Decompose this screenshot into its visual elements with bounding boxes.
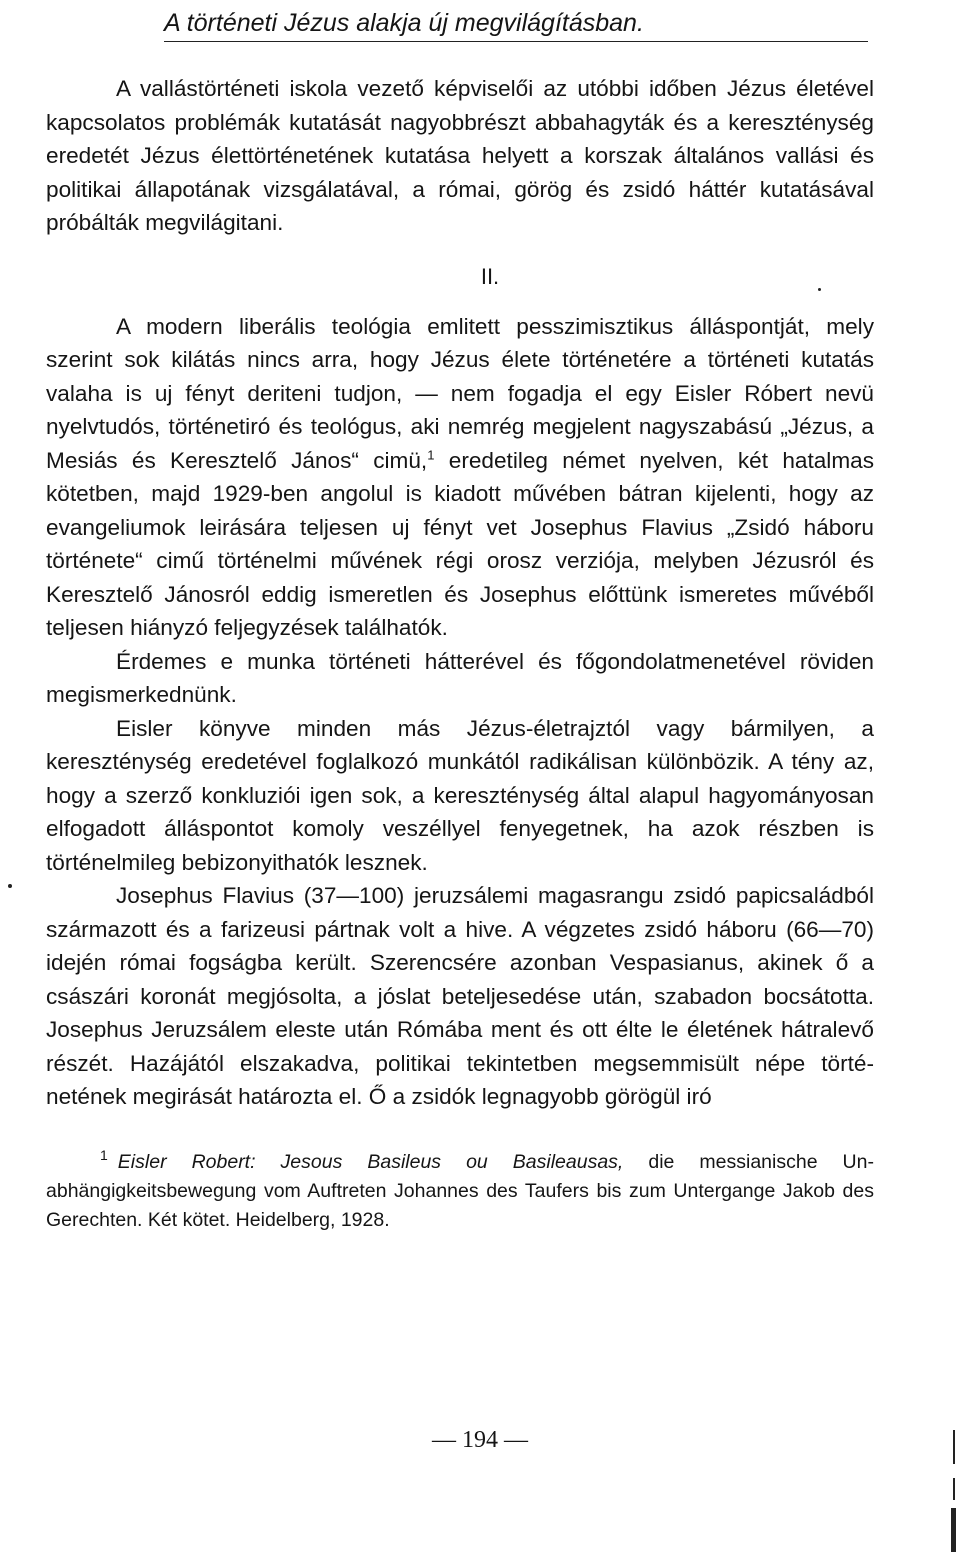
paragraph-1: A vallástörténeti iskola vezető képviselői az utóbbi időben Jézus életével kapcsolatos problémák kutatását nagyobbrészt abbahagyták és a kereszténység eredetét Jézus élettörténetének kutatása helyett a korszak általános vallási és politikai állapotának vizsgálatával, a római, görög és zsidó háttér kutatásával próbálták megvilágitani. (46, 76, 874, 235)
footnote-mark: 1 (100, 1147, 108, 1163)
paragraph-2-text-a: A modern liberális teológia emlitett pesszimisztikus álláspontját, mely szerint sok kilátás nincs arra, hogy Jézus élete történetére a történeti kutatás valaha is uj fényt deriteni tudjon, — nem fogadja el egy Eisler Róbert nevü nyelvtudós, történetiró és teológus, aki nemrég megjelent nagyszabású „Jézus, a Mesiás és Keresztelő János“ cimü, (46, 313, 874, 473)
margin-mark-left (8, 884, 12, 888)
footnote (46, 1148, 874, 1235)
footnote-citation-rest: die messianische Unabhängigkeitsbewegung vom Auftreten Johannes des Taufers bis zum Untergange Jakob des Gerechten. Két kötet. Heidelberg, 1928. (46, 1150, 874, 1231)
margin-mark-right-1 (953, 1430, 955, 1464)
paragraph-3: Érdemes e munka történeti hátterével és főgondolatmenetével röviden megismerkednünk. (46, 648, 874, 707)
paragraph-4: Eisler könyve minden más Jézus-életrajztól vagy bármilyen, a kereszténység eredetével foglalkozó munkától radikálisan különbözik. A tény az, hogy a szerző konkluziói igen sok, a kereszténység által alapul hagyományosan elfogadott álláspontot komoly veszéllyel fenyegetnek, ha azok részben is történelmileg bebizonyithatók lesznek. (46, 715, 874, 875)
footnote-citation-title: Eisler Robert: Jesous Basileus ou Basileausas, (117, 1150, 624, 1173)
footnote-reference: 1 (427, 446, 435, 462)
paragraph-2-text-b: eredetileg német nyelven, két hatalmas kötetben, majd 1929-ben angolul is kiadott művében bátran kijelenti, hogy az evangeliumok leirására teljesen uj fényt vet Josephus Flavius „Zsidó háboru története“ cimű történelmi művének régi orosz verziója, melyben Jézusról és Keresztelő Jánosról eddig ismeretlen és Josephus előttünk ismeretes művéből teljesen hiányzó feljegyzések találhatók. (46, 447, 875, 640)
running-head-title: A történeti Jézus alakja új megvilágításban. (164, 9, 644, 37)
paragraph-5: Josephus Flavius (37—100) jeruzsálemi magasrangu zsidó papicsaládból származott és a farizeusi pártnak volt a hive. A végzetes zsidó háboru (66—70) idején római fogságba került. Szerencsére azonban Vespasianus, akinek ő a császári koronát megjósolta, a jóslat beteljesedése után, szabadon bocsátotta. Josephus Jeruzsálem eleste után Rómába ment és ott élte le életének hátralevő részét. Hazájától elszakadva, politikai tekintetben megsemmisült népe történetének megirását határozta el. Ő a zsidók legnagyobb görögül iró (46, 883, 874, 1109)
paragraph-2 (46, 310, 874, 645)
margin-mark-dot (818, 288, 821, 291)
book-page (46, 0, 874, 1235)
margin-mark-right-2 (953, 1478, 955, 1500)
page-number: — 194 — (432, 1427, 528, 1453)
body-text (46, 72, 874, 1114)
header-rule (164, 41, 868, 42)
section-number: II. (480, 263, 500, 289)
margin-mark-right-3 (951, 1508, 956, 1552)
